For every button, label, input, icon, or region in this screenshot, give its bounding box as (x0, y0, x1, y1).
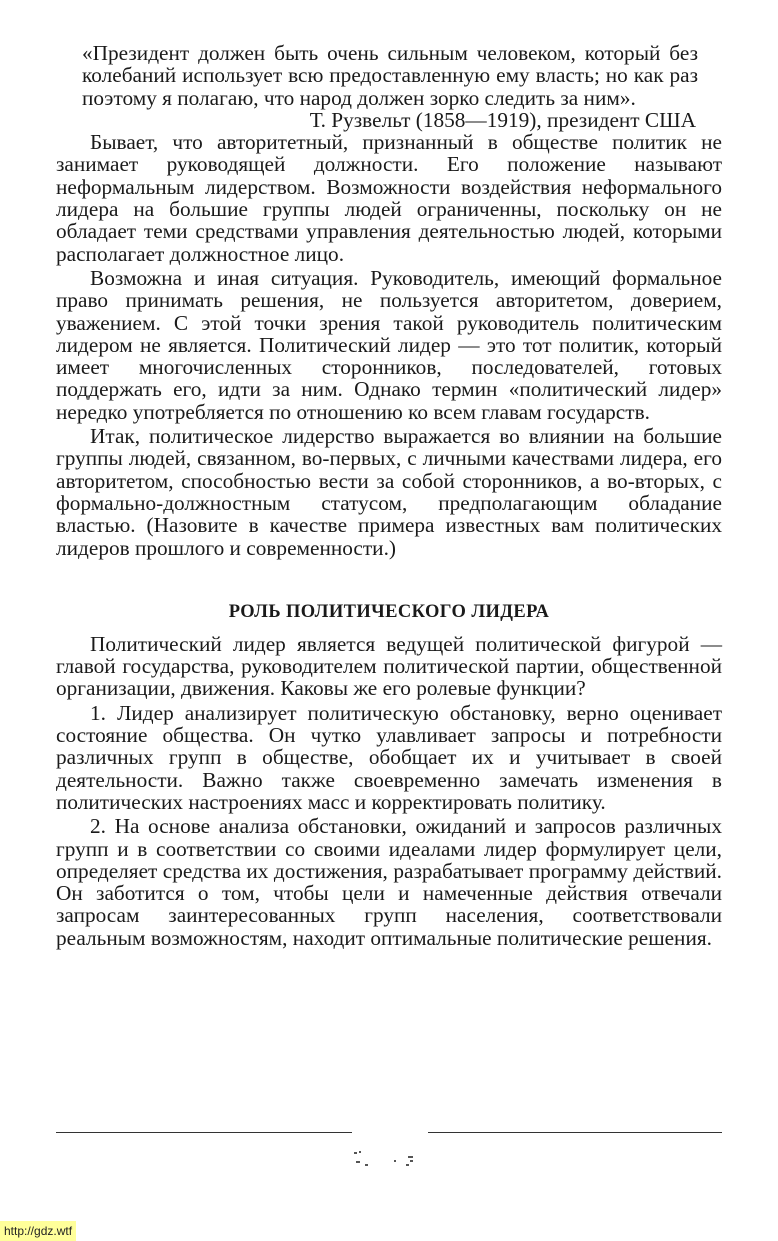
watermark-link[interactable]: http://gdz.wtf (0, 1221, 76, 1241)
scan-smudge-icon (350, 1148, 430, 1172)
paragraph: Возможна и иная ситуация. Руководитель, имеющий формальное право принимать решения, не пользуется авторитетом, доверием, уважением. С этой точки зрения такой руководитель политическим лидером не является. Политический лидер — это тот политик, который имеет многочисленных сторонников, последователей, готовых поддержать его, идти за ним. Однако термин «политический лидер» нередко употребляется по отношению ко всем главам государств. (56, 265, 722, 424)
paragraph: 2. На основе анализа обстановки, ожиданий и запросов различных групп и в соответствии со своими идеалами лидер формулирует цели, определяет средства их достижения, разрабатывает программу действий. Он заботится о том, чтобы цели и намеченные действия отвечали запросам заинтересованных групп населения, соответствовали реальным возможностям, находит оптимальные политические решения. (56, 814, 722, 950)
page-body (56, 42, 722, 949)
epigraph-quote: «Президент должен быть очень сильным человеком, который без колебаний использует всю предоставленную ему власть; но как раз поэтому я полагаю, что народ должен зорко следить за ним». (82, 41, 698, 110)
paragraph: 1. Лидер анализирует политическую обстановку, верно оценивает состояние общества. Он чутко улавливает запросы и потребности различных групп в обществе, обобщает их и учитывает в своей деятельности. Важно также своевременно замечать изменения в политических настроениях масс и корректировать политику. (56, 700, 722, 814)
paragraph: Итак, политическое лидерство выражается во влиянии на большие группы людей, связанном, во-первых, с личными качествами лидера, его авторитетом, способностью вести за собой сторонников, а во-вторых, с формально-должностным статусом, предполагающим обладание властью. (Назовите в качестве примера известных вам политических лидеров прошлого и современности.) (56, 424, 722, 560)
footer-rule-right (428, 1132, 722, 1133)
paragraph: Бывает, что авторитетный, признанный в обществе политик не занимает руководящей должности. Его положение называют неформальным лидерством. Возможности воздействия неформального лидера на большие группы людей ограниченны, поскольку он не обладает теми средствами управления деятельностью людей, которыми располагает должностное лицо. (56, 130, 722, 266)
section-heading: РОЛЬ ПОЛИТИЧЕСКОГО ЛИДЕРА (228, 601, 550, 622)
epigraph-author: Т. Рузвельт (1858—1919), президент США (309, 107, 696, 132)
paragraph: Политический лидер является ведущей политической фигурой — главой государства, руководителем политической партии, общественной организации, движения. Каковы же его ролевые функции? (56, 631, 722, 701)
footer-rule-left (56, 1132, 352, 1133)
footer-divider (56, 1132, 722, 1136)
